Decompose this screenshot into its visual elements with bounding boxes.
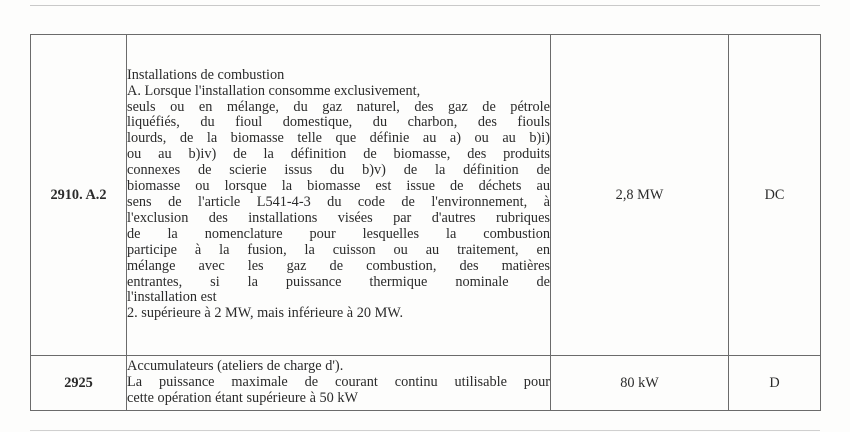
description-line: sens de l'article L541-4-3 du code de l'environnement, à — [127, 194, 550, 210]
table-row — [31, 356, 821, 411]
rubrique-title: Installations de combustion — [127, 66, 285, 83]
rubrique-description — [127, 356, 551, 411]
description-line: ou au b)iv) de la définition de biomasse, des produits — [127, 146, 550, 163]
description-line: l'installation est — [127, 289, 217, 306]
rubrique-description — [127, 35, 551, 356]
description-line: La puissance maximale de courant continu utilisable pour — [127, 374, 550, 391]
description-line: l'exclusion des installations visées par d'autres rubriques — [127, 209, 550, 226]
regime-value: DC — [729, 35, 821, 356]
rubrique-title: Accumulateurs (ateliers de charge d'). — [127, 358, 344, 375]
description-line: liquéfiés, du fioul domestique, du charbon, des fiouls — [127, 114, 550, 131]
description-line: 2. supérieure à 2 MW, mais inférieure à 20 MW. — [127, 305, 404, 322]
description-line: connexes de scierie issus du b)v) de la définition de — [127, 162, 550, 179]
description-line: lourds, de la biomasse telle que définie au a) ou au b)i) — [127, 130, 550, 147]
regime-value: D — [729, 356, 821, 411]
rubrique-code: 2925 — [31, 356, 127, 411]
description-line: biomasse ou lorsque la biomasse est issue de déchets au — [127, 178, 550, 195]
description-line: entrantes, si la puissance thermique nominale de — [127, 273, 550, 290]
threshold-value: 2,8 MW — [551, 35, 729, 356]
rubrique-code: 2910. A.2 — [31, 35, 127, 356]
description-line: A. Lorsque l'installation consomme exclusivement, — [127, 82, 421, 99]
table-row — [31, 35, 821, 356]
threshold-value: 80 kW — [551, 356, 729, 411]
page-top-rule — [30, 5, 820, 6]
description-line: de la nomenclature pour lesquelles la combustion — [127, 225, 550, 242]
page-bottom-rule — [30, 430, 820, 431]
description-line: mélange avec les gaz de combustion, des matières — [127, 257, 550, 274]
description-line: participe à la fusion, la cuisson ou au traitement, en — [127, 241, 550, 258]
description-line: cette opération étant supérieure à 50 kW — [127, 389, 359, 406]
description-line: seuls ou en mélange, du gaz naturel, des gaz de pétrole — [127, 98, 550, 115]
classification-table — [30, 34, 821, 411]
